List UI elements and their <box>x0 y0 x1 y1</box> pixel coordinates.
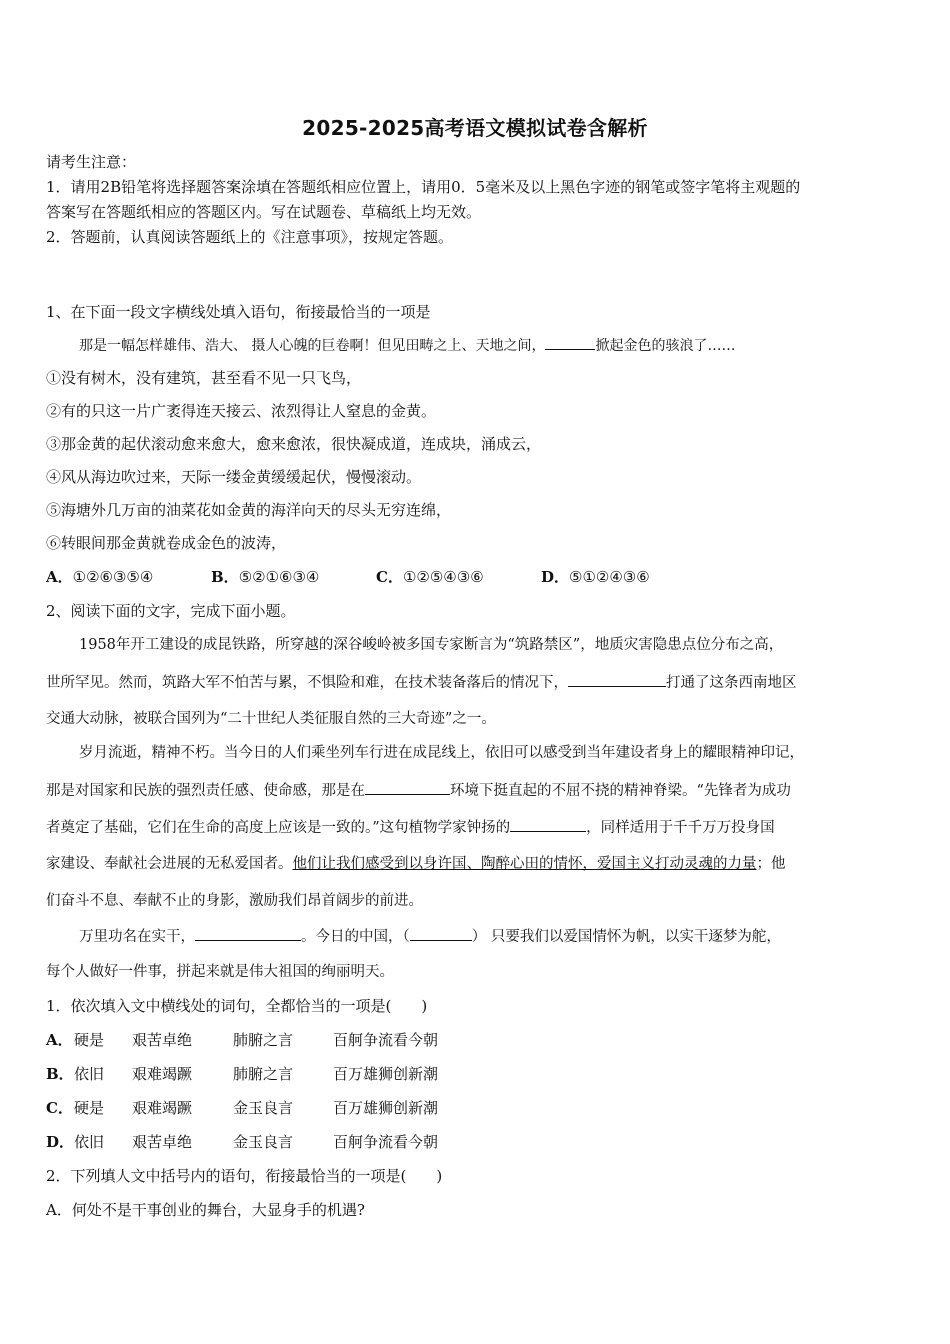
q1-item-2: ②有的只这一片广袤得连天接云、浓烈得让人窒息的金黄。 <box>46 402 437 420</box>
q2-blank-1 <box>568 672 666 687</box>
q1-option-c[interactable]: C．①②⑤④③⑥ <box>376 568 484 586</box>
q1-blank <box>545 335 595 350</box>
q2-blank-2 <box>365 780 450 795</box>
q2-p3-line-2: 每个人做好一件事，拼起来就是伟大祖国的绚丽明天。 <box>46 964 394 980</box>
q1-item-4: ④风从海边吹过来，天际一缕金黄缓缓起伏，慢慢滚动。 <box>46 468 422 486</box>
q1-passage-part-b: 掀起金色的骇浪了…… <box>595 338 736 354</box>
q2-p2-line-4: 家建设、奉献社会进展的无私爱国者。他们让我们感受到以身许国、陶醉心田的情怀，爱国主义打动灵魂的力量；他 <box>46 856 786 872</box>
q1-stem: 1、在下面一段文字横线处填入语句，衔接最恰当的一项是 <box>46 303 431 321</box>
underlined-sentence: 他们让我们感受到以身许国、陶醉心田的情怀，爱国主义打动灵魂的力量 <box>292 856 757 872</box>
q2-p3-line-1: 万里功名在实干， 。今日的中国，（ ） 只要我们以爱国情怀为帆，以实干逐梦为舵， <box>79 926 781 947</box>
q1-item-1: ①没有树木，没有建筑，甚至看不见一只飞鸟， <box>46 369 362 387</box>
q2-blank-3 <box>510 817 586 832</box>
q2-sub2-stem: 2．下列填人文中括号内的语句，衔接最恰当的一项是( ) <box>46 1167 443 1185</box>
q2-p1-line-1: 1958年开工建设的成昆铁路，所穿越的深谷峻岭被多国专家断言为“筑路禁区”，地质灾害隐患点位分布之高， <box>79 637 784 653</box>
q1-passage <box>79 335 735 356</box>
q1-item-3: ③那金黄的起伏滚动愈来愈大，愈来愈浓，很快凝成道，连成块，涌成云， <box>46 435 542 453</box>
q2-p2-line-3: 者奠定了基础，它们在生命的高度上应该是一致的。”这句植物学家钟扬的 ，同样适用于千千万万投身国 <box>46 817 775 838</box>
q2-p2-line-1: 岁月流逝，精神不朽。当今日的人们乘坐列车行进在成昆线上，依旧可以感受到当年建设者身上的耀眼精神印记， <box>79 745 804 761</box>
notice-line-2: 答案写在答题纸相应的答题区内。写在试题卷、草稿纸上均无效。 <box>46 203 482 221</box>
q2-sub1-option-c[interactable]: C．硬是 艰难竭蹶 金玉良言 百万雄狮创新潮 <box>46 1099 439 1117</box>
q1-option-a[interactable]: A．①②⑥③⑤④ <box>46 568 154 586</box>
q2-sub1-option-a[interactable]: A．硬是 艰苦卓绝 肺腑之言 百舸争流看今朝 <box>46 1031 439 1049</box>
q2-p2-line-5: 们奋斗不息、奉献不止的身影，激励我们昂首阔步的前进。 <box>46 893 423 909</box>
q1-options <box>46 567 650 587</box>
q2-sub1-stem: 1．依次填入文中横线处的词句，全都恰当的一项是( ) <box>46 997 428 1015</box>
q1-option-d[interactable]: D．⑤①②④③⑥ <box>541 568 650 586</box>
q2-sub2-option-a[interactable]: A．何处不是干事创业的舞台，大显身手的机遇? <box>46 1201 365 1219</box>
q1-option-b[interactable]: B．⑤②①⑥③④ <box>211 568 320 586</box>
q1-item-6: ⑥转眼间那金黄就卷成金色的波涛， <box>46 534 287 552</box>
q2-sub1-option-d[interactable]: D．依旧 艰苦卓绝 金玉良言 百舸争流看今朝 <box>46 1133 439 1151</box>
q2-bracket-blank <box>410 926 472 941</box>
q2-sub1-option-b[interactable]: B．依旧 艰难竭蹶 肺腑之言 百万雄狮创新潮 <box>46 1065 439 1083</box>
q2-p1-line-3: 交通大动脉，被联合国列为“二十世纪人类征服自然的三大奇迹”之一。 <box>46 711 496 727</box>
q2-p1-line-2: 世所罕见。然而，筑路大军不怕苦与累，不惧险和难，在技术装备落后的情况下， 打通了这条西南地区 <box>46 672 797 693</box>
q2-blank-4 <box>195 926 301 941</box>
q1-passage-part-a: 那是一幅怎样雄伟、浩大、 摄人心魄的巨卷啊！但见田畴之上、天地之间， <box>79 338 546 354</box>
document-title: 2025-2025高考语文模拟试卷含解析 <box>302 116 648 140</box>
q1-item-5: ⑤海塘外几万亩的油菜花如金黄的海洋向天的尽头无穷连绵， <box>46 501 452 519</box>
notice-heading: 请考生注意： <box>46 153 137 171</box>
q2-stem: 2、阅读下面的文字，完成下面小题。 <box>46 602 296 620</box>
q2-p2-line-2: 那是对国家和民族的强烈责任感、使命感，那是在 环境下挺直起的不屈不挠的精神脊梁。“先锋者为成功 <box>46 780 791 801</box>
notice-line-3: 2．答题前，认真阅读答题纸上的《注意事项》，按规定答题。 <box>46 228 454 246</box>
notice-line-1: 1．请用2B铅笔将选择题答案涂填在答题纸相应位置上，请用0．5毫米及以上黑色字迹的钢笔或签字笔将主观题的 <box>46 178 801 196</box>
